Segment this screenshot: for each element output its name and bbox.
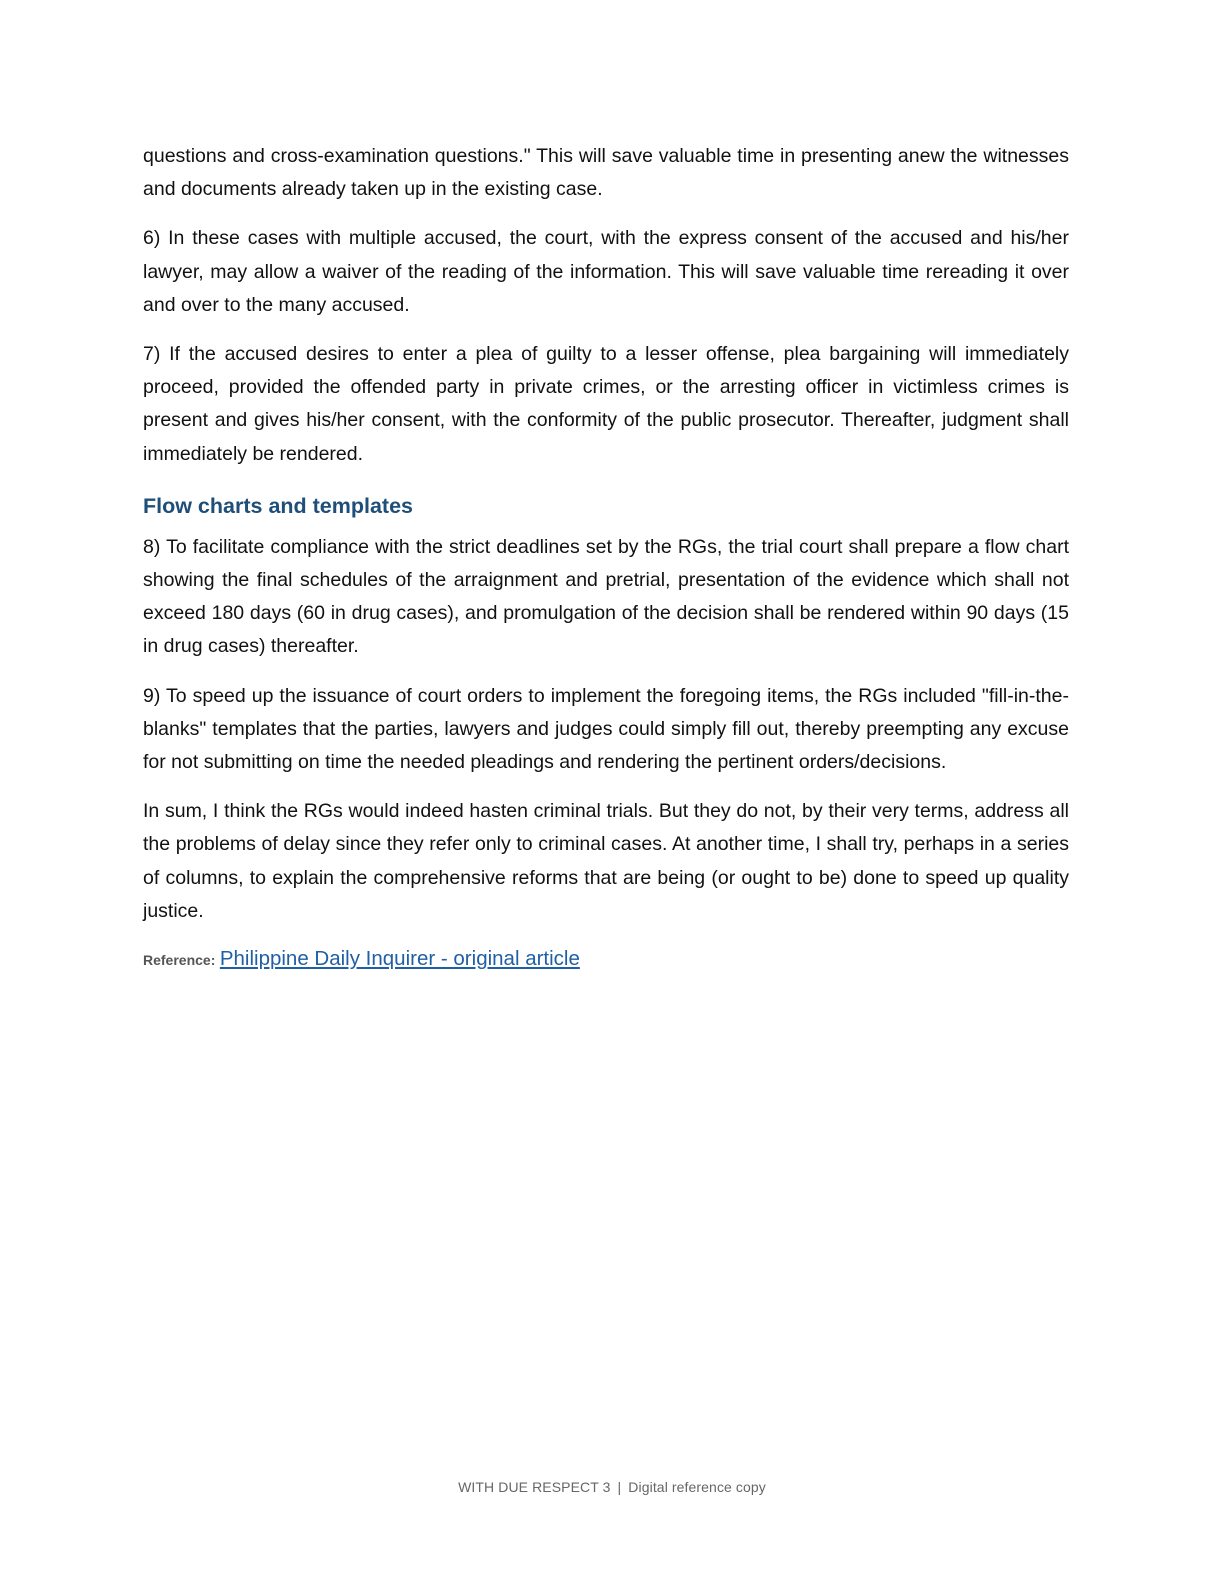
paragraph-item-8: 8) To facilitate compliance with the strict deadlines set by the RGs, the trial court shall prepare a flow chart showing the final schedules of the arraignment and pretrial, presentation of the evidence which shall not exceed 180 days (60 in drug cases), and promulgation of the decision shall be rendered within 90 days (15 in drug cases) thereafter. [143, 535, 1069, 658]
document-page [143, 140, 1069, 976]
paragraph-conclusion: In sum, I think the RGs would indeed hasten criminal trials. But they do not, by their very terms, address all the problems of delay since they refer only to criminal cases. At another time, I shall try, perhaps in a series of columns, to explain the comprehensive reforms that are being (or ought to be) done to speed up quality justice. [143, 800, 1069, 922]
footer-title: WITH DUE RESPECT 3 [458, 1479, 611, 1495]
reference-link[interactable]: Philippine Daily Inquirer - original article [219, 947, 580, 971]
page-footer [0, 1479, 1224, 1495]
footer-note: Digital reference copy [628, 1479, 766, 1495]
footer-separator: | [617, 1479, 622, 1495]
paragraph-cross-examination: questions and cross-examination questions." This will save valuable time in presenting anew the witnesses and documents already taken up in the existing case. [143, 145, 1069, 201]
paragraph-item-6: 6) In these cases with multiple accused, the court, with the express consent of the accused and his/her lawyer, may allow a waiver of the reading of the information. This will save valuable time rereading it over and over to the many accused. [143, 227, 1069, 316]
reference-line [143, 944, 1069, 976]
paragraph-item-9: 9) To speed up the issuance of court orders to implement the foregoing items, the RGs included "fill-in-the-blanks" templates that the parties, lawyers and judges could simply fill out, thereby preempting any excuse for not submitting on time the needed pleadings and rendering the pertinent orders/decisions. [143, 684, 1069, 774]
section-heading: Flow charts and templates [143, 493, 414, 518]
reference-label: Reference: [143, 952, 216, 969]
paragraph-item-7: 7) If the accused desires to enter a plea of guilty to a lesser offense, plea bargaining will immediately proceed, provided the offended party in private crimes, or the arresting officer in victimless crimes is present and gives his/her consent, with the conformity of the public prosecutor. Thereafter, judgment shall immediately be rendered. [143, 343, 1069, 465]
